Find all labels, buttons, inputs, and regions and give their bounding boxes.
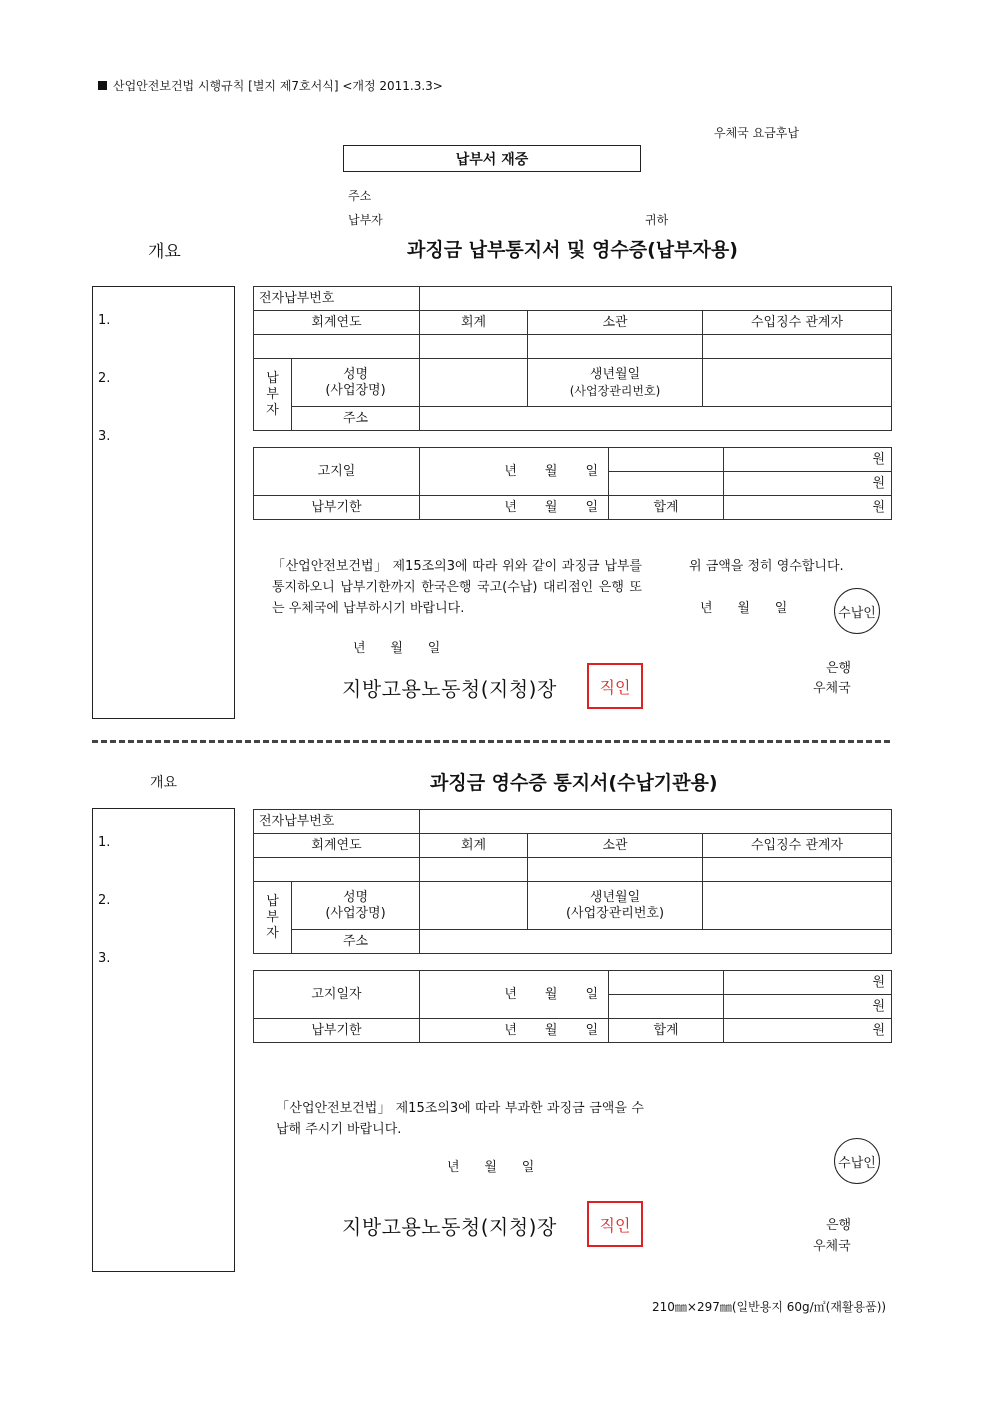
name-text: 성명 [342,366,369,382]
day-text: 일 [585,1022,598,1038]
payer-row-label: 납부자 [254,359,292,431]
total-won: 원 [724,1019,892,1043]
day-text: 일 [585,986,598,1002]
e-payment-number-label: 전자납부번호 [254,287,420,311]
receipt-confirm-text: 위 금액을 정히 영수합니다. [689,559,844,574]
month-text: 월 [544,499,558,515]
year-text: 년 [504,986,517,1002]
notice-date-field[interactable] [420,971,609,1019]
section1-overview-box [92,286,235,719]
section1-info-table [253,286,892,431]
receipt-stamp-circle: 수납인 [834,1138,880,1184]
amount-won-1: 원 [724,448,892,472]
fiscal-year-header: 회계연도 [254,834,420,858]
payer-row-label: 납부자 [254,882,292,954]
address-row-label: 주소 [292,407,420,431]
amount-label-field[interactable] [609,971,724,995]
due-date-label: 납부기한 [254,496,420,520]
account-field[interactable] [420,858,528,882]
payer-label: 납부자 [348,213,383,227]
birth-field[interactable] [703,359,892,407]
fiscal-year-field[interactable] [254,335,420,359]
name-text: 성명 [342,889,369,905]
section1-overview-label: 개요 [148,242,181,262]
birth-field[interactable] [703,882,892,930]
post-office-label: 우체국 [813,1239,851,1254]
section2-date-line: 년 월 일 [447,1160,535,1175]
receipt-officer-field[interactable] [703,858,892,882]
overview-item: 1. [98,313,111,328]
overview-item: 1. [98,835,111,850]
overview-item: 2. [98,371,111,386]
birth-text: 생년월일 [589,889,641,905]
section1-notice-text: 「산업안전보건법」 제15조의3에 따라 위와 같이 과징금 납부를 통지하오니 납부기한까지 한국은행 국고(수납) 대리점인 은행 또는 우체국에 납부하시기 바랍니다. [272,559,642,616]
jurisdiction-field[interactable] [528,858,703,882]
name-field[interactable] [420,882,528,930]
notice-date-field[interactable] [420,448,609,496]
section2-overview-box [92,808,235,1272]
address-field[interactable] [420,407,892,431]
amount-label-field[interactable] [609,448,724,472]
amount-label-field[interactable] [609,995,724,1019]
section2-title: 과징금 영수증 통지서(수납기관용) [430,772,718,794]
address-field[interactable] [420,930,892,954]
month-text: 월 [544,986,558,1002]
e-payment-number-field[interactable] [420,810,892,834]
year-text: 년 [504,463,517,479]
day-text: 일 [585,499,598,515]
receipt-stamp-circle: 수납인 [834,588,880,634]
total-label: 합계 [609,1019,724,1043]
overview-item: 2. [98,893,111,908]
address-label: 주소 [348,189,372,203]
total-label: 합계 [609,496,724,520]
day-text: 일 [585,463,598,479]
official-seal-box: 직인 [587,1201,643,1247]
notice-date-label: 고지일자 [254,971,420,1019]
receipt-date: 년 월 일 [700,601,788,616]
jurisdiction-header: 소관 [528,311,703,335]
cut-line-divider [92,740,890,743]
fiscal-year-field[interactable] [254,858,420,882]
amount-won-1: 원 [724,971,892,995]
section2-info-table [253,809,892,954]
bank-label: 은행 [826,661,852,676]
section1-amount-table [253,447,892,520]
section2-office-name: 지방고용노동청(지청)장 [342,1215,557,1239]
year-text: 년 [504,499,517,515]
paper-spec-footer: 210㎜×297㎜(일반용지 60g/㎡(재활용품)) [652,1300,887,1314]
overview-item: 3. [98,951,111,966]
birth-label [528,882,703,930]
bank-label: 은행 [826,1218,852,1233]
address-row-label: 주소 [292,930,420,954]
jurisdiction-header: 소관 [528,834,703,858]
receipt-officer-header: 수입징수 관계자 [703,834,892,858]
overview-item: 3. [98,429,111,444]
jurisdiction-field[interactable] [528,335,703,359]
honorific: 귀하 [645,213,669,227]
official-seal-box: 직인 [587,663,643,709]
year-text: 년 [504,1022,517,1038]
form-reference [98,77,443,94]
business-name-text: (사업장명) [325,905,386,921]
business-name-text: (사업장명) [325,382,386,398]
section1-title: 과징금 납부통지서 및 영수증(납부자용) [407,239,738,261]
section1-office-name: 지방고용노동청(지청)장 [342,677,557,701]
amount-won-2: 원 [724,995,892,1019]
postal-note: 우체국 요금후납 [714,126,799,140]
account-field[interactable] [420,335,528,359]
e-payment-number-field[interactable] [420,287,892,311]
e-payment-number-label: 전자납부번호 [254,810,420,834]
due-date-field[interactable] [420,496,609,520]
section1-date-line: 년 월 일 [353,641,441,656]
post-office-label: 우체국 [813,681,851,696]
fiscal-year-header: 회계연도 [254,311,420,335]
notice-date-label: 고지일 [254,448,420,496]
account-header: 회계 [420,834,528,858]
month-text: 월 [544,463,558,479]
name-field[interactable] [420,359,528,407]
form-reference-text: 산업안전보건법 시행규칙 [별지 제7호서식] <개정 2011.3.3> [113,79,443,93]
business-number-text: (사업장관리번호) [565,905,665,921]
due-date-field[interactable] [420,1019,609,1043]
business-number-text: (사업장관리번호) [569,383,661,398]
document-title-box: 납부서 재중 [343,145,641,172]
name-label [292,359,420,407]
receipt-officer-field[interactable] [703,335,892,359]
section2-overview-label: 개요 [150,775,178,791]
amount-won-2: 원 [724,472,892,496]
month-text: 월 [544,1022,558,1038]
section2-amount-table [253,970,892,1043]
name-label [292,882,420,930]
birth-text: 생년월일 [589,366,641,382]
square-bullet-icon [98,81,107,90]
total-won: 원 [724,496,892,520]
amount-label-field[interactable] [609,472,724,496]
birth-label [528,359,703,407]
receipt-officer-header: 수입징수 관계자 [703,311,892,335]
section2-notice-text: 「산업안전보건법」 제15조의3에 따라 부과한 과징금 금액을 수납해 주시기 바랍니다. [276,1101,644,1137]
due-date-label: 납부기한 [254,1019,420,1043]
account-header: 회계 [420,311,528,335]
